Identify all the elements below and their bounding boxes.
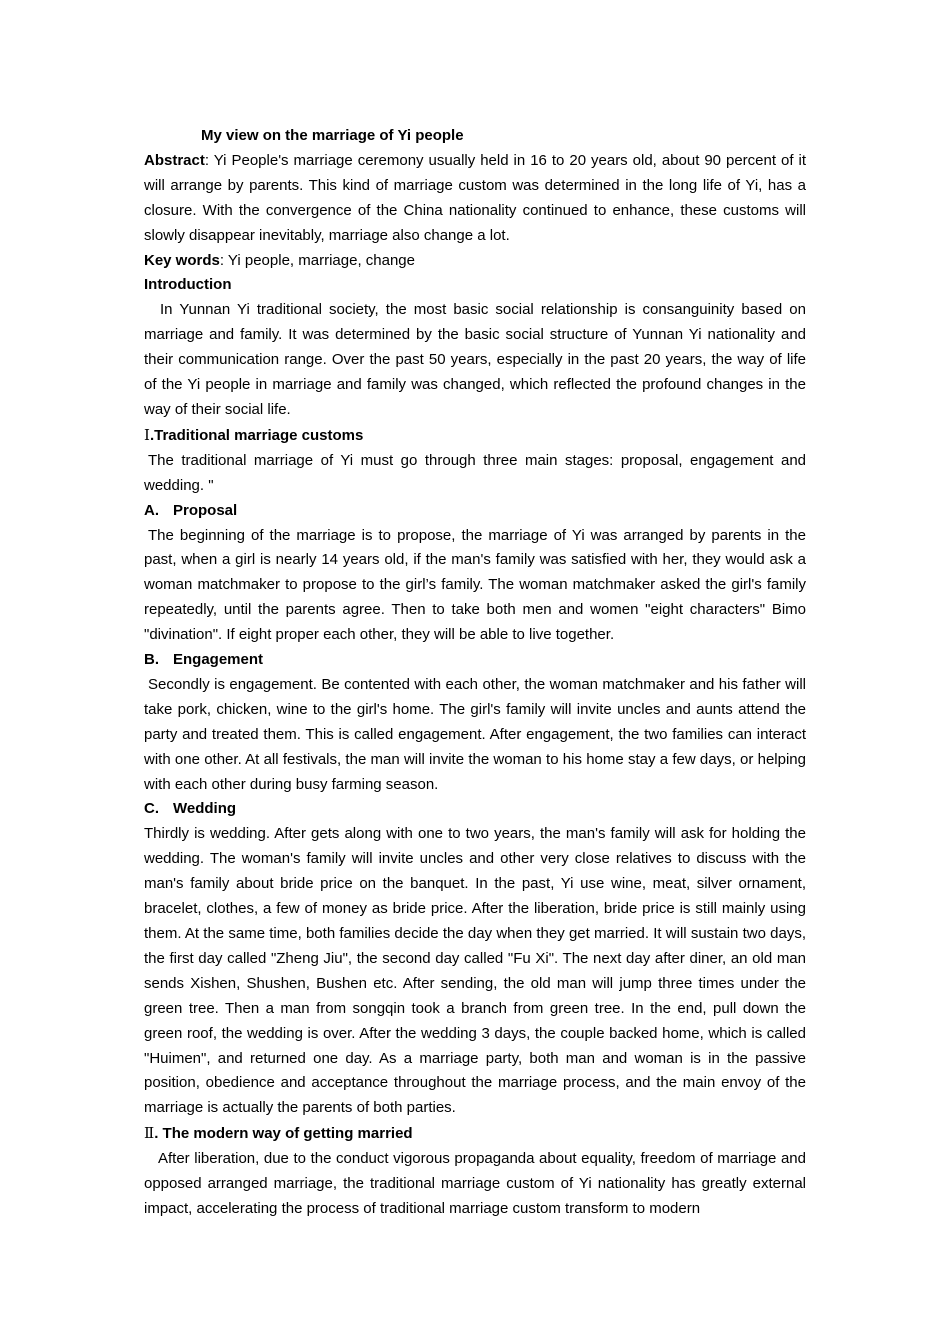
section2-heading-text: . The modern way of getting married <box>154 1125 413 1143</box>
engagement-heading <box>144 648 806 673</box>
proposal-heading-text: Proposal <box>173 501 238 519</box>
section2-paragraph: After liberation, due to the conduct vigorous propaganda about equality, freedom of marriage and opposed arranged marriage, the traditional marriage custom of Yi nationality has greatly external impact, accelerating the process of traditional marriage custom transform to modern <box>144 1150 806 1217</box>
section2-numeral: Ⅱ <box>144 1124 155 1143</box>
document-page <box>144 124 806 1222</box>
section1-heading <box>144 423 806 449</box>
wedding-heading <box>144 797 806 822</box>
keywords-paragraph <box>144 249 806 274</box>
proposal-heading <box>144 499 806 524</box>
abstract-paragraph <box>144 149 806 249</box>
wedding-paragraph: Thirdly is wedding. After gets along with one to two years, the man's family will ask for holding the wedding. The woman's family will invite uncles and other very close relatives to discuss with the man's family about bride price on the banquet. In the past, Yi use wine, meat, silver ornament, bracelet, clothes, a few of money as bride price. After the liberation, bride price is still mainly using them. At the same time, both families decide the day when they get married. It will sustain two days, the first day called "Zheng Jiu", the second day called "Fu Xi". The next day after diner, an old man sends Xishen, Shushen, Bushen etc. After sending, the old man will jump three times under the green tree. Then a man from songqin took a branch from green tree. In the end, pull down the green roof, the wedding is over. After the wedding 3 days, the couple backed home, which is called "Huimen", and returned one day. As a marriage party, both man and woman is in the passive position, obedience and acceptance throughout the marriage process, and the main envoy of the marriage is actually the parents of both parties. <box>144 825 806 1117</box>
wedding-heading-text: Wedding <box>173 800 237 818</box>
abstract-text: : Yi People's marriage ceremony usually held in 16 to 20 years old, about 90 percent of it will arrange by parents. This kind of marriage custom was determined in the long life of Yi, has a closure. With the convergence of the China nationality continued to enhance, these customs will slowly disappear inevitably, marriage also change a lot. <box>144 151 806 244</box>
introduction-paragraph: In Yunnan Yi traditional society, the most basic social relationship is consanguinity based on marriage and family. It was determined by the basic social structure of Yunnan Yi nationality and their communication range. Over the past 50 years, especially in the past 20 years, the way of life of the Yi people in marriage and family was changed, which reflected the profound changes in the way of their social life. <box>144 301 806 418</box>
section1-paragraph: The traditional marriage of Yi must go through three main stages: proposal, engagement and wedding. " <box>144 451 806 494</box>
proposal-paragraph: The beginning of the marriage is to propose, the marriage of Yi was arranged by parents in the past, when a girl is nearly 14 years old, if the man's family was satisfied with her, they would ask a woman matchmaker to propose to the girl’s family. The woman matchmaker asked the girl's family repeatedly, until the parents agree. Then to take both men and women "eight characters" Bimo "divination". If eight proper each other, they will be able to live together. <box>144 526 806 644</box>
wedding-letter: C. <box>144 800 159 818</box>
document-title: My view on the marriage of Yi people <box>201 127 464 144</box>
section1-heading-text: .Traditional marriage customs <box>149 426 364 444</box>
engagement-letter: B. <box>144 651 159 669</box>
introduction-heading: Introduction <box>144 276 232 294</box>
abstract-label: Abstract <box>144 151 205 169</box>
keywords-label: Key words <box>144 251 220 269</box>
keywords-text: : Yi people, marriage, change <box>219 251 415 269</box>
proposal-letter: A. <box>144 501 159 519</box>
engagement-heading-text: Engagement <box>173 651 264 669</box>
section2-heading <box>144 1121 806 1147</box>
engagement-paragraph: Secondly is engagement. Be contented with each other, the woman matchmaker and his father will take pork, chicken, wine to the girl's home. The girl's family will invite uncles and aunts attend the party and treated them. This is called engagement. After engagement, the two families can interact with one other. At all festivals, the man will invite the woman to his home stay a few days, or helping with each other during busy farming season. <box>144 675 806 793</box>
section1-numeral: Ⅰ <box>144 425 150 444</box>
